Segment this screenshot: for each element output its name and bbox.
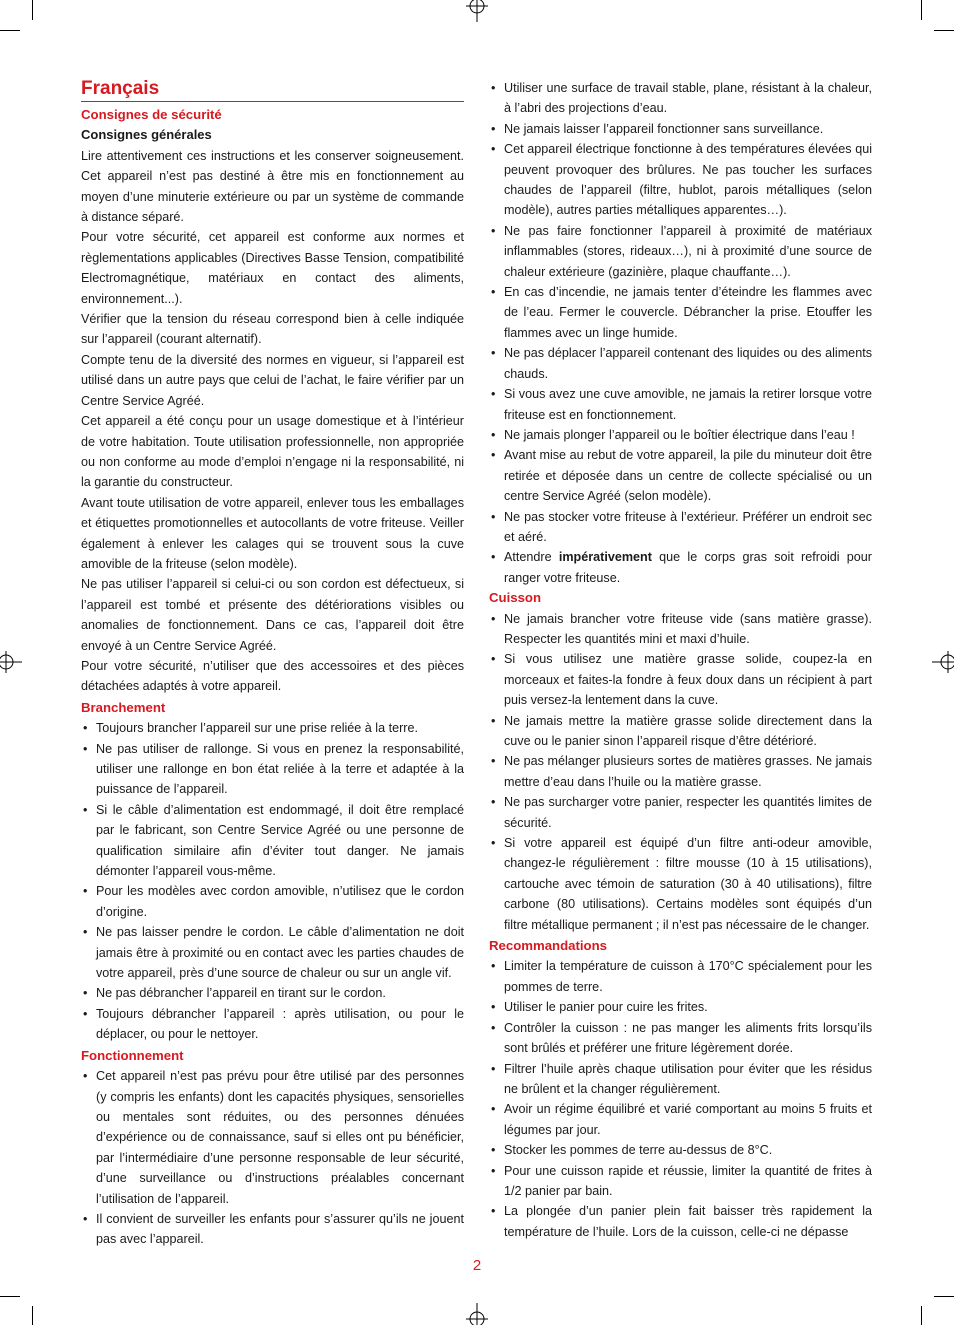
list-item: • Ne jamais mettre la matière grasse solide directement dans la cuve ou le panier sinon l’appareil risque d’être détérioré.	[489, 711, 872, 752]
list-item: • Utiliser une surface de travail stable, plane, résistant à la chaleur, à l’abri des projections d’eau.	[489, 78, 872, 119]
paragraph: Ne pas utiliser l’appareil si celui-ci ou son cordon est défectueux, si l’appareil est tombé et présente des détériorations visibles ou anomalies de fonctionnement. Dans ce cas, l’appareil doit être envoyé à un Centre Service Agréé.	[81, 577, 464, 653]
list-item: • Pour une cuisson rapide et réussie, limiter la quantité de frites à 1/2 panier par bain.	[489, 1161, 872, 1202]
list-item: • Toujours débrancher l’appareil : après utilisation, ou pour le déplacer, ou pour le nettoyer.	[81, 1004, 464, 1045]
text-span: que le corps gras soit refroidi pour ranger votre friteuse.	[504, 550, 872, 585]
list-item: • Si le câble d’alimentation est endommagé, il doit être remplacé par le fabricant, son Centre Service Agréé ou une personne de qualification similaire afin d’éviter tout danger. Ne jamais démonter l’appareil vous-même.	[81, 800, 464, 882]
language-title: Français	[81, 78, 464, 102]
subheading-general: Consignes générales	[81, 127, 212, 143]
paragraph: Pour votre sécurité, cet appareil est conforme aux normes et règlementations applicables (Directives Basse Tension, compatibilité Electromagnétique, matériaux en contact des aliments, environnement...).	[81, 230, 464, 306]
safety-list	[489, 78, 872, 588]
list-item: • Ne pas mélanger plusieurs sortes de matières grasses. Ne jamais mettre d’eau dans l’huile ou la matière grasse.	[489, 751, 872, 792]
registration-mark-right	[932, 647, 954, 677]
list-item: • Si vous utilisez une matière grasse solide, coupez-la en morceaux et faites-la fondre à feux doux dans un récipient à part puis versez-la lentement dans la cuve.	[489, 649, 872, 710]
registration-mark-left	[0, 647, 22, 677]
section-heading-safety: Consignes de sécurité	[81, 107, 222, 122]
list-item: • Stocker les pommes de terre au-dessus de 8°C.	[489, 1140, 872, 1160]
section-heading-recommandations: Recommandations	[489, 938, 607, 954]
list-item: • Cet appareil n’est pas prévu pour être utilisé par des personnes (y compris les enfants) dont les capacités physiques, sensorielles ou mentales sont réduites, ou des personnes dénuées d’expérience ou de connaissance, sauf si elles ont pu bénéficier, par l’intermédiaire d’une personne responsable de leur sécurité, d’une surveillance ou d’instructions préalables concernant l’utilisation de l’appareil.	[81, 1066, 464, 1209]
emphasis-text: impérativement	[558, 550, 652, 565]
list-item: • En cas d’incendie, ne jamais tenter d’éteindre les flammes avec de l’eau. Fermer le couvercle. Débrancher la prise. Etouffer les flammes avec un linge humide.	[489, 282, 872, 343]
list-item: • Si votre appareil est équipé d’un filtre anti-odeur amovible, changez-le régulièrement : filtre mousse (10 à 15 utilisations), cartouche avec témoin de saturation (30 à 40 utilisations), filtre carbone (80 utilisations). Certains modèles sont équipés d’un filtre métallique permanent ; il n’est pas nécessaire de le changer.	[489, 833, 872, 935]
text-span: Attendre	[504, 550, 559, 565]
left-column	[81, 78, 464, 1250]
list-item: • Ne pas faire fonctionner l’appareil à proximité de matériaux inflammables (stores, rideaux…), ni à proximité d’une source de chaleur extérieure (gazinière, plaque chauffante…).	[489, 221, 872, 282]
list-item: • Avoir un régime équilibré et varié comportant au moins 5 fruits et légumes par jour.	[489, 1099, 872, 1140]
list-item: • Si vous avez une cuve amovible, ne jamais la retirer lorsque votre friteuse est en fonctionnement.	[489, 384, 872, 425]
list-item: • Filtrer l’huile après chaque utilisation pour éviter que les résidus ne brûlent et la changer régulièrement.	[489, 1059, 872, 1100]
list-item: • Utiliser le panier pour cuire les frites.	[489, 997, 872, 1017]
recommandations-list	[489, 956, 872, 1242]
paragraph: Lire attentivement ces instructions et les conserver soigneusement. Cet appareil n’est pas destiné à être mis en fonctionnement au moyen d’une minuterie extérieure ou par un système de commande à distance séparé.	[81, 148, 464, 225]
right-column	[489, 78, 872, 1242]
paragraph: Avant toute utilisation de votre appareil, enlever tous les emballages et étiquettes promotionnelles et autocollants de votre friteuse. Veiller également à enlever les calages qui se trouvent sous la cuve amovible de la friteuse (selon modèle).	[81, 495, 464, 571]
list-item: • Cet appareil électrique fonctionne à des températures élevées qui peuvent provoquer des brûlures. Ne pas toucher les surfaces chaudes de l’appareil (filtre, hublot, parois métalliques (selon modèle), autres parties métalliques apparentes…).	[489, 139, 872, 221]
registration-mark-top	[462, 0, 492, 22]
list-item: • Ne pas débrancher l’appareil en tirant sur le cordon.	[81, 983, 464, 1003]
list-item: • Ne jamais plonger l’appareil ou le boîtier électrique dans l’eau !	[489, 425, 872, 445]
list-item: • Ne pas utiliser de rallonge. Si vous en prenez la responsabilité, utiliser une rallonge en bon état reliée à la terre et adaptée à la puissance de l’appareil.	[81, 739, 464, 800]
list-item: • Ne jamais brancher votre friteuse vide (sans matière grasse). Respecter les quantités mini et maxi d’huile.	[489, 609, 872, 650]
paragraph: Cet appareil a été conçu pour un usage domestique et à l’intérieur de votre habitation. Toute utilisation professionnelle, non appropriée ou non conforme au mode d’emploi n’engage ni la responsabilité, ni la garantie du constructeur.	[81, 414, 464, 490]
registration-mark-bottom	[462, 1303, 492, 1325]
branchement-list	[81, 718, 464, 1045]
section-heading-branchement: Branchement	[81, 699, 166, 715]
list-item: • Avant mise au rebut de votre appareil, la pile du minuteur doit être retirée et déposée dans un centre de collecte spécialisé ou un centre Service Agréé (selon modèle).	[489, 445, 872, 506]
cuisson-list	[489, 609, 872, 936]
list-item: • Il convient de surveiller les enfants pour s’assurer qu’ils ne jouent pas avec l’appareil.	[81, 1209, 464, 1250]
list-item: • Contrôler la cuisson : ne pas manger les aliments frits lorsqu’ils sont brûlés et préférer une friture légèrement dorée.	[489, 1018, 872, 1059]
list-item: • Ne pas surcharger votre panier, respecter les quantités limites de sécurité.	[489, 792, 872, 833]
list-item: • Pour les modèles avec cordon amovible, n’utilisez que le cordon d’origine.	[81, 881, 464, 922]
list-item: • Limiter la température de cuisson à 170°C spécialement pour les pommes de terre.	[489, 956, 872, 997]
list-item: • La plongée d’un panier plein fait baisser très rapidement la température de l’huile. Lors de la cuisson, celle-ci ne dépasse	[489, 1201, 872, 1242]
section-heading-fonctionnement: Fonctionnement	[81, 1047, 184, 1063]
paragraph: Pour votre sécurité, n’utiliser que des accessoires et des pièces détachées adaptés à votre appareil.	[81, 658, 464, 694]
list-item: • Ne pas stocker votre friteuse à l’extérieur. Préférer un endroit sec et aéré.	[489, 507, 872, 548]
paragraph: Compte tenu de la diversité des normes en vigueur, si l’appareil est utilisé dans un autre pays que celui de l’achat, le faire vérifier par un Centre Service Agréé.	[81, 352, 464, 408]
list-item	[489, 547, 872, 588]
paragraph: Vérifier que la tension du réseau correspond bien à celle indiquée sur l’appareil (courant alternatif).	[81, 312, 464, 347]
page-number: 2	[472, 1257, 482, 1274]
section-heading-cuisson: Cuisson	[489, 590, 542, 606]
fonctionnement-list	[81, 1066, 464, 1250]
list-item: • Ne pas déplacer l’appareil contenant des liquides ou des aliments chauds.	[489, 343, 872, 384]
list-item: • Toujours brancher l’appareil sur une prise reliée à la terre.	[81, 718, 464, 738]
list-item: • Ne pas laisser pendre le cordon. Le câble d’alimentation ne doit jamais être à proximité ou en contact avec les parties chaudes de votre appareil, près d’une source de chaleur ou sur un angle vif.	[81, 922, 464, 983]
list-item: • Ne jamais laisser l’appareil fonctionner sans surveillance.	[489, 119, 872, 139]
